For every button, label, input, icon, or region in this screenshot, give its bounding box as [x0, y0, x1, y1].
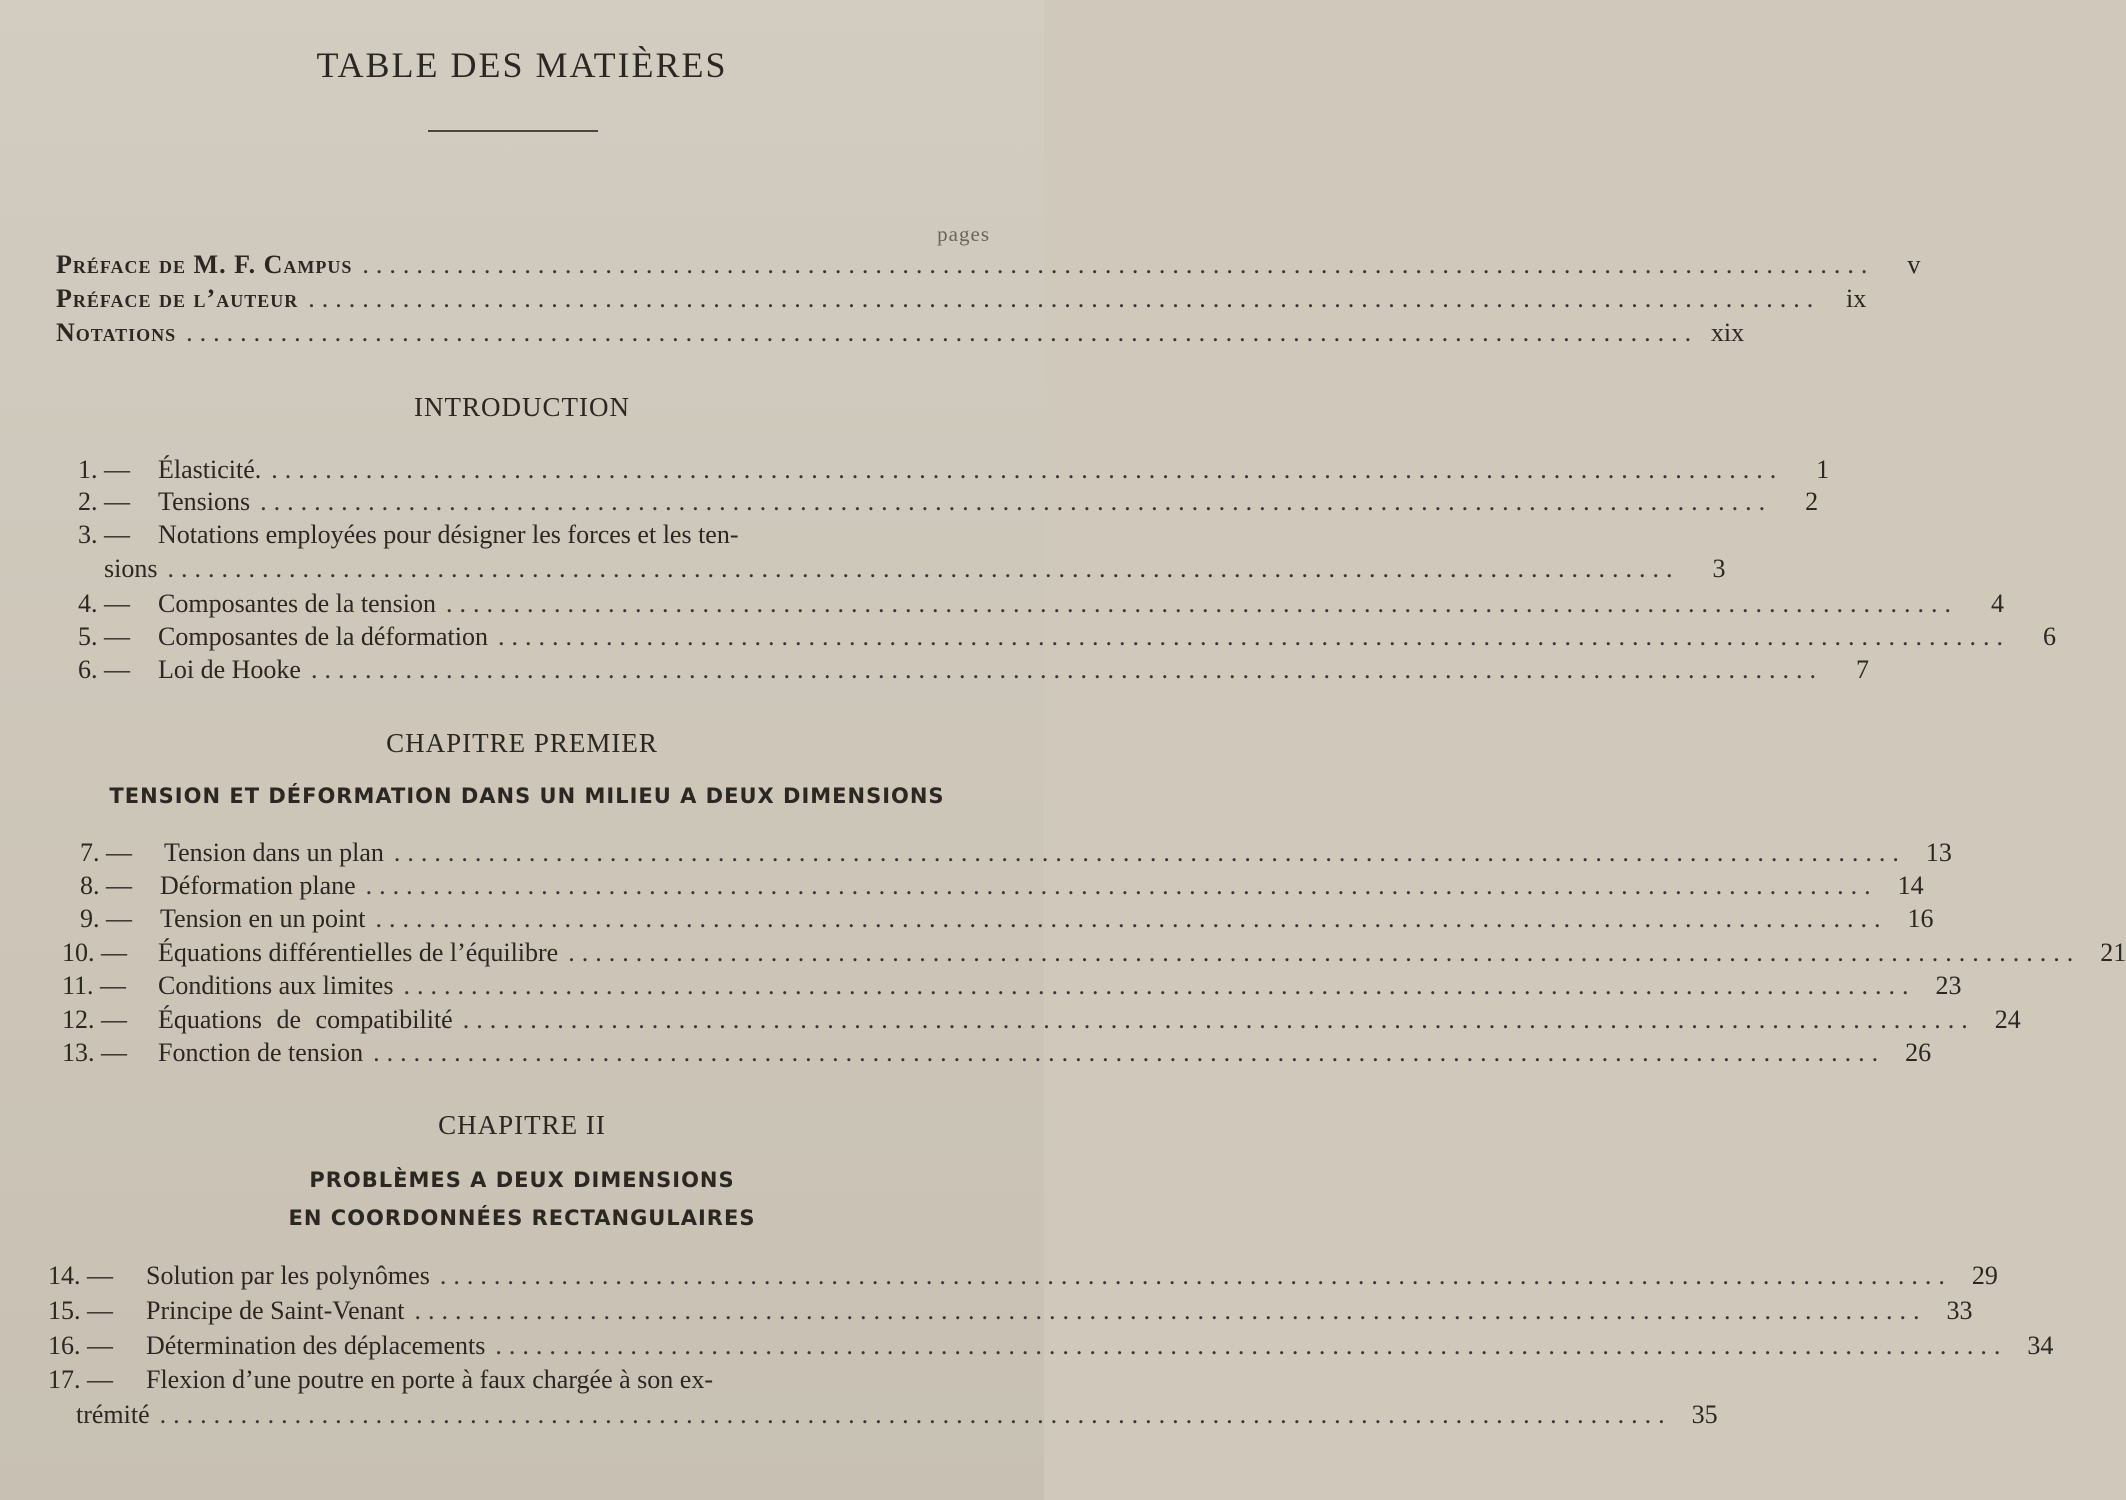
toc-entry-number: 13. — [62, 1038, 127, 1067]
toc-entry-page: 7 [1855, 655, 1869, 684]
dot-leader: ................................................................................................................ [446, 589, 1959, 618]
toc-entry-text: Déformation plane [160, 871, 356, 900]
toc-entry-17-line1[interactable] [48, 1365, 713, 1395]
dot-leader: ................................................................................................................ [403, 971, 1916, 1000]
chapter-heading-1: CHAPITRE PREMIER [386, 728, 658, 758]
section-heading-introduction: INTRODUCTION [414, 392, 630, 422]
toc-entry-number: 14. — [48, 1261, 113, 1290]
dot-leader: ................................................................................................................ [373, 1038, 1886, 1067]
dot-leader: ................................................................................................................ [310, 655, 1823, 684]
toc-entry-page: 23 [1935, 971, 1962, 1000]
toc-entry-5[interactable] [78, 622, 2056, 652]
dot-leader: ................................................................................................................ [365, 871, 1878, 900]
dot-leader: ................................................................................................................ [362, 250, 1875, 279]
toc-entry-text: Notations [56, 318, 177, 347]
toc-entry-text: Tension en un point [160, 904, 366, 933]
toc-entry-page: 2 [1805, 487, 1819, 516]
toc-entry-14[interactable] [48, 1261, 1998, 1291]
toc-entry-continuation: sions [104, 554, 158, 583]
toc-entry-text: Composantes de la tension [158, 589, 437, 618]
toc-entry-page: 1 [1816, 455, 1830, 484]
toc-entry-number: 4. — [78, 589, 130, 618]
toc-entry-text: Loi de Hooke [158, 655, 301, 684]
toc-entry-front-3[interactable] [56, 318, 1745, 348]
page-title: TABLE DES MATIÈRES [316, 45, 728, 85]
toc-entry-2[interactable] [78, 487, 1819, 517]
toc-entry-1[interactable] [78, 455, 1830, 485]
toc-entry-number: 7. — [80, 838, 132, 867]
toc-entry-17[interactable] [76, 1400, 1718, 1430]
toc-entry-page: 34 [2027, 1331, 2054, 1360]
toc-entry-number: 8. — [80, 871, 132, 900]
toc-entry-number: 3. — [78, 520, 130, 549]
toc-entry-text: Notations employées pour désigner les forces et les ten- [158, 520, 739, 549]
dot-leader: ................................................................................................................ [375, 904, 1888, 933]
toc-entry-number: 17. — [48, 1365, 113, 1394]
toc-entry-text: Composantes de la déformation [158, 622, 488, 651]
chapter-subtitle-2-line1: PROBLÈMES A DEUX DIMENSIONS [309, 1168, 735, 1192]
toc-entry-text: Tensions [158, 487, 251, 516]
dot-leader: ................................................................................................................ [159, 1400, 1672, 1429]
toc-entry-text: Tension dans un plan [164, 838, 384, 867]
toc-entry-page: 14 [1897, 871, 1924, 900]
chapter-subtitle-1: TENSION ET DÉFORMATION DANS UN MILIEU A DEUX DIMENSIONS [109, 784, 945, 808]
dot-leader: ................................................................................................................ [186, 318, 1699, 347]
toc-entry-text: Préface de l’auteur [56, 284, 299, 313]
toc-entry-page: 3 [1712, 554, 1726, 583]
chapter-heading-2: CHAPITRE II [438, 1110, 606, 1140]
toc-entry-front-1[interactable] [56, 250, 1921, 280]
toc-entry-number: 6. — [78, 655, 130, 684]
toc-entry-3[interactable] [104, 554, 1726, 584]
dot-leader: ................................................................................................................ [393, 838, 1906, 867]
dot-leader: ................................................................................................................ [497, 622, 2010, 651]
toc-entry-page: 29 [1971, 1261, 1998, 1290]
toc-entry-text: Fonction de tension [158, 1038, 364, 1067]
toc-entry-text: Équations de compatibilité [158, 1005, 453, 1034]
dot-leader: ................................................................................................................ [167, 554, 1680, 583]
toc-entry-text: Élasticité. [158, 455, 262, 484]
toc-entry-front-2[interactable] [56, 284, 1867, 314]
toc-entry-number: 5. — [78, 622, 130, 651]
toc-entry-continuation: trémité [76, 1400, 150, 1429]
toc-entry-number: 11. — [62, 971, 127, 1000]
toc-entry-number: 16. — [48, 1331, 113, 1360]
toc-entry-12[interactable] [62, 1005, 2021, 1035]
toc-entry-4[interactable] [78, 589, 2005, 619]
toc-entry-number: 15. — [48, 1296, 113, 1325]
toc-entry-page: 13 [1925, 838, 1952, 867]
toc-entry-page: 26 [1905, 1038, 1932, 1067]
dot-leader: ................................................................................................................ [495, 1331, 2008, 1360]
toc-entry-page: xix [1710, 318, 1745, 347]
toc-entry-page: 6 [2042, 622, 2056, 651]
toc-entry-page: v [1907, 250, 1921, 279]
toc-entry-page: 35 [1691, 1400, 1718, 1429]
toc-entry-10[interactable] [62, 938, 2126, 968]
toc-entry-number: 2. — [78, 487, 130, 516]
toc-entry-page: 33 [1946, 1296, 1973, 1325]
chapter-subtitle-2-line2: EN COORDONNÉES RECTANGULAIRES [288, 1206, 756, 1230]
dot-leader: ................................................................................................................ [568, 938, 2081, 967]
toc-entry-11[interactable] [62, 971, 1962, 1001]
toc-entry-page: ix [1846, 284, 1867, 313]
dot-leader: ................................................................................................................ [271, 455, 1784, 484]
toc-entry-number: 9. — [80, 904, 132, 933]
toc-entry-6[interactable] [78, 655, 1869, 685]
toc-entry-page: 16 [1907, 904, 1934, 933]
toc-entry-number: 12. — [62, 1005, 127, 1034]
toc-entry-text: Préface de M. F. Campus [56, 250, 353, 279]
toc-entry-15[interactable] [48, 1296, 1973, 1326]
toc-entry-7[interactable] [80, 838, 1952, 868]
toc-entry-text: Conditions aux limites [158, 971, 394, 1000]
toc-entry-page: 21 [2100, 938, 2126, 967]
toc-entry-page: 4 [1991, 589, 2005, 618]
title-rule [428, 130, 598, 132]
toc-entry-text: Flexion d’une poutre en porte à faux chargée à son ex- [146, 1365, 713, 1394]
dot-leader: ................................................................................................................ [260, 487, 1773, 516]
toc-entry-8[interactable] [80, 871, 1924, 901]
dot-leader: ................................................................................................................ [308, 284, 1821, 313]
dot-leader: ................................................................................................................ [414, 1296, 1927, 1325]
toc-entry-number: 10. — [62, 938, 127, 967]
toc-entry-16[interactable] [48, 1331, 2054, 1361]
toc-entry-3-line1[interactable] [78, 520, 739, 550]
toc-entry-13[interactable] [62, 1038, 1932, 1068]
dot-leader: ................................................................................................................ [439, 1261, 1952, 1290]
toc-entry-number: 1. — [78, 455, 130, 484]
toc-entry-text: Équations différentielles de l’équilibre [158, 938, 559, 967]
toc-entry-page: 24 [1994, 1005, 2021, 1034]
toc-entry-9[interactable] [80, 904, 1934, 934]
pages-column-label: pages [937, 222, 990, 246]
toc-entry-text: Principe de Saint-Venant [146, 1296, 405, 1325]
toc-entry-text: Solution par les polynômes [146, 1261, 430, 1290]
toc-entry-text: Détermination des déplacements [146, 1331, 486, 1360]
dot-leader: ................................................................................................................ [462, 1005, 1975, 1034]
